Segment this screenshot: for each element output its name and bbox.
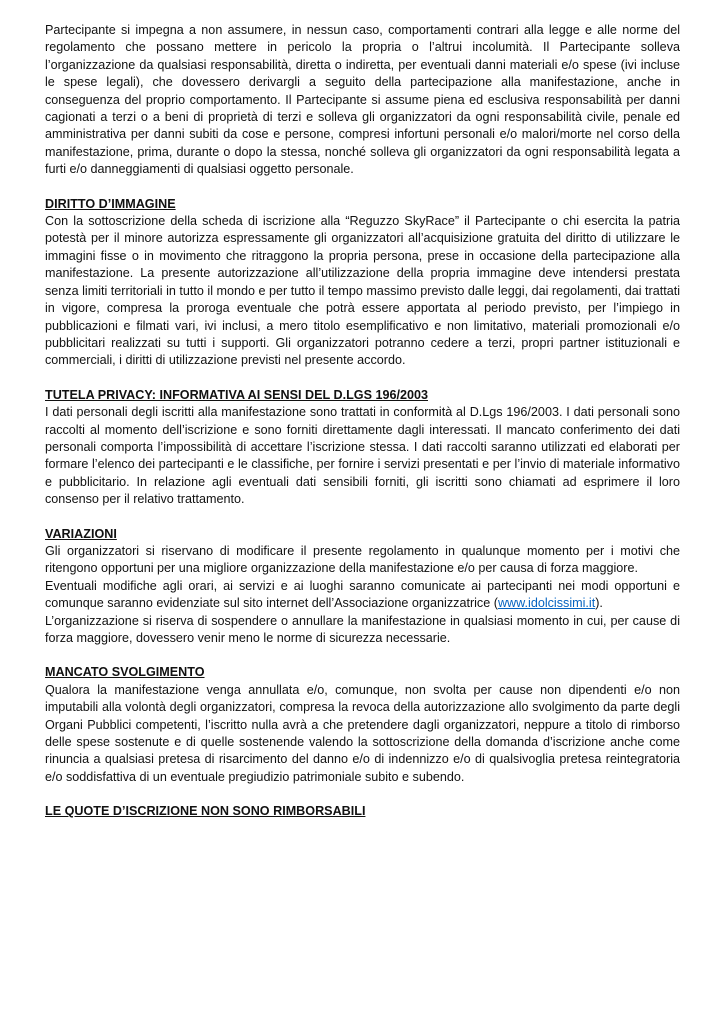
non-refundable-notice: LE QUOTE D’ISCRIZIONE NON SONO RIMBORSABILI <box>45 804 366 819</box>
privacy-paragraph: I dati personali degli iscritti alla manifestazione sono trattati in conformità al D.Lgs 196/2003. I dati personali sono raccolti al momento dell’iscrizione e sono forniti direttamente dagli interessati. Il mancato conferimento dei dati personali comporta l’impossibilità di accettare l’iscrizione stessa. I dati raccolti saranno utilizzati ed elaborati per formare l’elenco dei partecipanti e le classifiche, per fornire i servizi presentati e per l’invio di materiale informativo e pubblicitario. In relazione agli eventuali dati sensibili forniti, gli iscritti sono chiamati ad esprimere il loro consenso per il relativo trattamento. <box>45 405 680 507</box>
variations-paragraph-2 <box>45 578 680 613</box>
cancellation-heading: MANCATO SVOLGIMENTO <box>45 665 205 680</box>
variations-text-before-link: Eventuali modifiche agli orari, ai servizi e ai luoghi saranno comunicate ai partecipanti nei modi opportuni e comunque saranno evidenziate sul sito internet dell’Associazione organizzatrice ( <box>45 578 680 611</box>
intro-paragraph: Partecipante si impegna a non assumere, in nessun caso, comportamenti contrari alla legge e alle norme del regolamento che possano mettere in pericolo la propria o l’altrui incolumità. Il Partecipante solleva l’organizzazione da qualsiasi responsabilità, diretta o indiretta, per eventuali danni materiali e/o spese (ivi incluse le spese legali), che dovessero derivargli a seguito della partecipazione alla manifestazione, anche in conseguenza del proprio comportamento. Il Partecipante si assume piena ed esclusiva responsabilità per danni cagionati a terzi o a beni di proprietà di terzi e solleva gli organizzatori da ogni responsabilità civile, penale ed amministrativa per danni subiti da cose e persone, compresi infortuni personali e/o malori/morte nel corso della manifestazione, prima, durante o dopo la stessa, nonché solleva gli organizzatori da ogni responsabilità legata a furti e/o danneggiamenti di qualsiasi oggetto personale. <box>45 23 680 177</box>
variations-paragraph-1: Gli organizzatori si riservano di modificare il presente regolamento in qualunque momento per i motivi che ritengono opportuni per una migliore organizzazione della manifestazione e/o per causa di forza maggiore. <box>45 543 680 576</box>
image-rights-heading: DIRITTO D’IMMAGINE <box>45 196 176 211</box>
variations-text-after-link: ). <box>595 596 603 611</box>
image-rights-section <box>45 196 680 370</box>
final-note-section <box>45 803 680 820</box>
variations-section <box>45 526 680 648</box>
image-rights-paragraph: Con la sottoscrizione della scheda di iscrizione alla “Reguzzo SkyRace” il Partecipante o chi esercita la patria potestà per il minore autorizza espressamente gli organizzatori all’acquisizione gratuita del diritto di utilizzare le immagini fisse o in movimento che ritraggono la propria persona, prese in occasione della partecipazione alla manifestazione. La presente autorizzazione all’utilizzazione della propria immagine deve intendersi prestata senza limiti territoriali in tutto il mondo e per tutto il tempo massimo previsto dalle leggi, dai regolamenti, dai trattati in vigore, compresa la proroga eventuale che potrà essere apportata al periodo previsto, per l’impiego in pubblicazioni e filmati vari, ivi inclusi, a mero titolo esemplificativo e non limitativo, materiali promozionali e/o pubblicitari realizzati su tutti i supporti. Gli organizzatori potranno cedere a terzi, propri partner istituzionali e commerciali, i diritti di utilizzazione previsti nel presente accordo. <box>45 214 680 368</box>
cancellation-section <box>45 664 680 786</box>
privacy-section <box>45 387 680 509</box>
variations-paragraph-3: L’organizzazione si riserva di sospendere o annullare la manifestazione in qualsiasi momento in cui, per cause di forza maggiore, dovessero venir meno le norme di sicurezza necessarie. <box>45 613 680 645</box>
cancellation-paragraph: Qualora la manifestazione venga annullata e/o, comunque, non svolta per cause non dipendenti e/o non imputabili alla volontà degli organizzatori, compresa la revoca della autorizzazione allo svolgimento da parte degli Organi Pubblici competenti, l’iscritto nulla avrà a che pretendere dagli organizzatori, neppure a titolo di rimborso delle spese sostenute e di quelle sostenende valendo la sottoscrizione della domanda d’iscrizione anche come rinuncia a qualsiasi pretesa di risarcimento del danno e/o di indennizzo e/o di qualsivoglia pretesa reintegratoria e/o soddisfattiva di un eventuale pregiudizio patrimoniale subito e subendo. <box>45 682 680 784</box>
website-link[interactable]: www.idolcissimi.it <box>497 596 596 611</box>
privacy-heading: TUTELA PRIVACY: INFORMATIVA AI SENSI DEL D.LGS 196/2003 <box>45 387 428 402</box>
document-page <box>45 22 680 821</box>
variations-heading: VARIAZIONI <box>45 526 117 541</box>
